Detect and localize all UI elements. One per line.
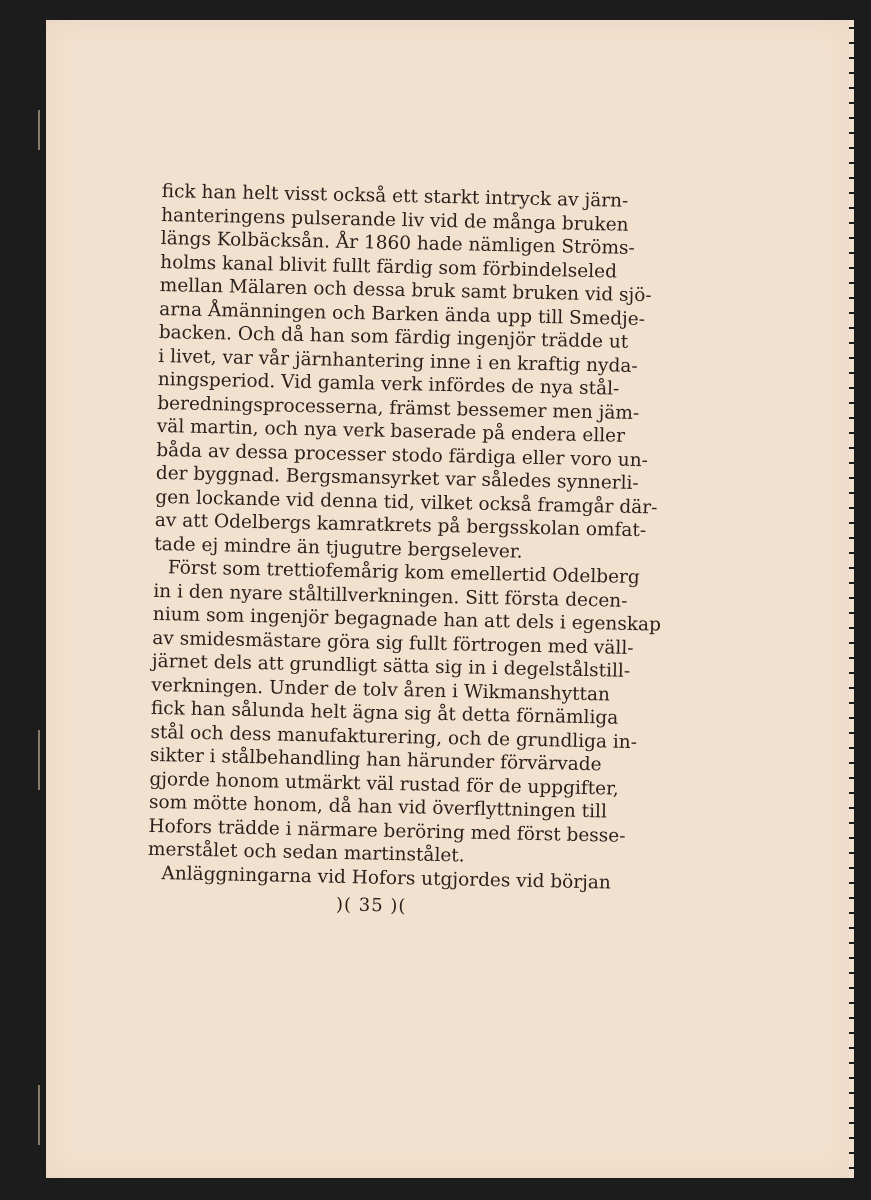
text-line: gjorde honom utmärkt väl rustad för de uppgifter, <box>149 768 620 800</box>
text-line: beredningsprocesserna, främst bessemer men jäm- <box>157 392 640 424</box>
text-line: Anläggningarna vid Hofors utgjordes vid början <box>161 862 612 894</box>
text-line: holms kanal blivit fullt färdig som förbindelseled <box>160 251 618 283</box>
page-number: )( 35 )( <box>335 894 407 917</box>
text-line: fick han sålunda helt ägna sig åt detta förnämliga <box>150 697 619 729</box>
text-line: i livet, var vår järnhantering inne i en kraftig nyda- <box>158 345 638 377</box>
text-line: stål och dess manufakturering, och de grundliga in- <box>150 721 638 753</box>
text-line: merstålet och sedan martinstålet. <box>147 838 465 867</box>
text-line: verkningen. Under de tolv åren i Wikmanshyttan <box>151 674 611 705</box>
binding-mark <box>38 730 40 790</box>
text-line: längs Kolbäcksån. År 1860 hade nämligen Ströms- <box>160 227 635 259</box>
text-line: in i den nyare ståltillverkningen. Sitt första decen- <box>153 580 628 612</box>
text-line: tade ej mindre än tjugutre bergselever. <box>154 533 523 563</box>
text-line: hanteringens pulserande liv vid de många bruken <box>161 204 629 236</box>
text-line: av att Odelbergs kamratkrets på bergsskolan omfat- <box>154 509 647 542</box>
text-line: järnet dels att grundligt sätta sig in i degelstålstill- <box>151 650 631 682</box>
text-line: der byggnad. Bergsmansyrket var således synnerli- <box>155 462 639 495</box>
text-line: backen. Och då han som färdig ingenjör trädde ut <box>158 321 629 353</box>
text-line: mellan Mälaren och dessa bruk samt bruken vid sjö- <box>159 274 652 307</box>
text-line: ningsperiod. Vid gamla verk infördes de nya stål- <box>157 368 620 400</box>
text-line: sikter i stålbehandling han härunder förvärvade <box>149 744 602 776</box>
text-line: av smidesmästare göra sig fullt förtrogen med väll- <box>152 627 634 659</box>
text-line: väl martin, och nya verk baserade på endera eller <box>156 415 626 447</box>
book-page <box>46 20 851 1178</box>
binding-mark <box>38 1085 40 1145</box>
body-text <box>147 180 662 894</box>
text-line: som mötte honom, då han vid överflyttningen till <box>148 791 608 823</box>
text-line: gen lockande vid denna tid, vilket också framgår där- <box>155 486 658 518</box>
text-line: arna Åmänningen och Barken ända upp till Smedje- <box>159 298 646 330</box>
text-line: nium som ingenjör begagnade han att dels i egenskap <box>152 603 662 636</box>
text-line: båda av dessa processer stodo färdiga eller voro un- <box>156 439 649 471</box>
text-line: fick han helt visst också ett starkt intryck av järn- <box>161 180 629 212</box>
binding-mark <box>38 110 40 150</box>
text-line: Först som trettiofemårig kom emellertid Odelberg <box>167 557 640 589</box>
text-line: Hofors trädde i närmare beröring med först besse- <box>148 815 626 847</box>
